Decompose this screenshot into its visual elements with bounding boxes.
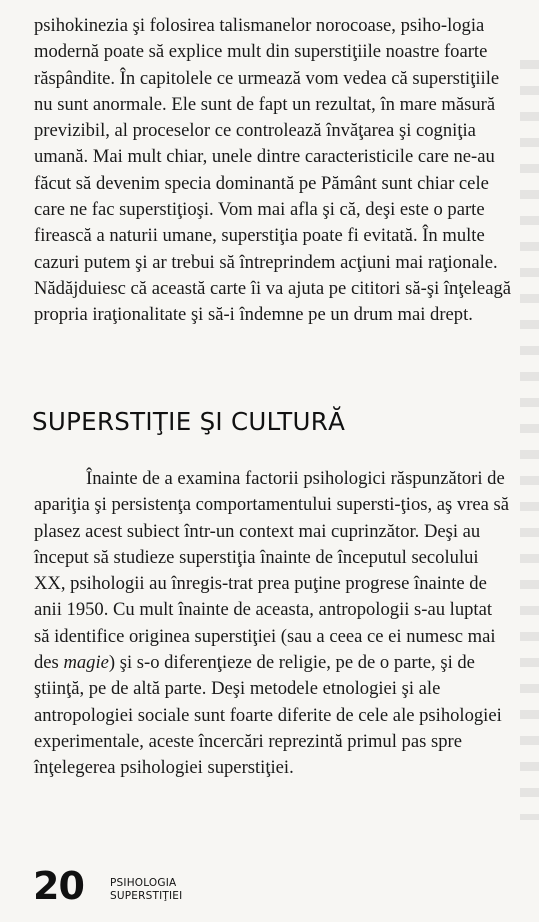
body-paragraph-2 (34, 466, 512, 782)
show-through-text (520, 60, 539, 820)
section-heading: SUPERSTIŢIE ŞI CULTURĂ (32, 407, 346, 436)
footer-title-line-2: SUPERSTIŢIEI (110, 889, 183, 902)
footer-title-line-1: PSIHOLOGIA (110, 877, 177, 889)
italic-term: magie (63, 652, 109, 674)
paragraph-2-text-start: Înainte de a examina factorii psihologici răspunzători de apariţia şi persistenţa comportamentului supersti-ţios, aş vrea să plasez acest subiect într-un context mai cuprinzător. Deşi au început să studieze superstiţia înainte de începutul secolului XX, psihologii au înregis-trat prea puţine progrese înainte de anii 1950. Cu mult înainte de aceasta, antropologii s-au luptat să identifice originea superstiţiei (sau a ceea ce ei numesc mai des (34, 468, 510, 674)
paragraph-2-text-end: ) şi s-o diferenţieze de religie, pe de o parte, şi de ştiinţă, pe de altă parte. Deşi metodele etnologiei şi ale antropologiei sociale sunt foarte diferite de cele ale psihologiei experimentale, aceste încercări reprezintă primul pas spre înţelegerea psihologiei superstiţiei. (34, 652, 502, 779)
body-paragraph-1: psihokinezia şi folosirea talismanelor norocoase, psiho-logia modernă poate să explice mult din superstiţiile noastre foarte răspândite. În capitolele ce urmează vom vedea că superstiţiile nu sunt anormale. Ele sunt de fapt un rezultat, în mare măsură previzibil, al proceselor ce controlează învăţarea şi cogniţia umană. Mai mult chiar, unele dintre caracteristicile care ne-au făcut să devenim specia dominantă pe Pământ sunt chiar cele care ne fac superstiţioşi. Vom mai afla şi că, deşi este o parte firească a naturii umane, superstiţia poate fi evitată. În multe cazuri putem şi ar trebui să întreprindem acţiuni mai raţionale. Nădăjduiesc că această carte îi va ajuta pe cititori să-şi înţeleagă propria iraţionalitate şi să-i îndemne pe un drum mai drept. (34, 15, 511, 326)
page-number: 20 (33, 864, 84, 908)
running-footer-title (110, 877, 182, 902)
